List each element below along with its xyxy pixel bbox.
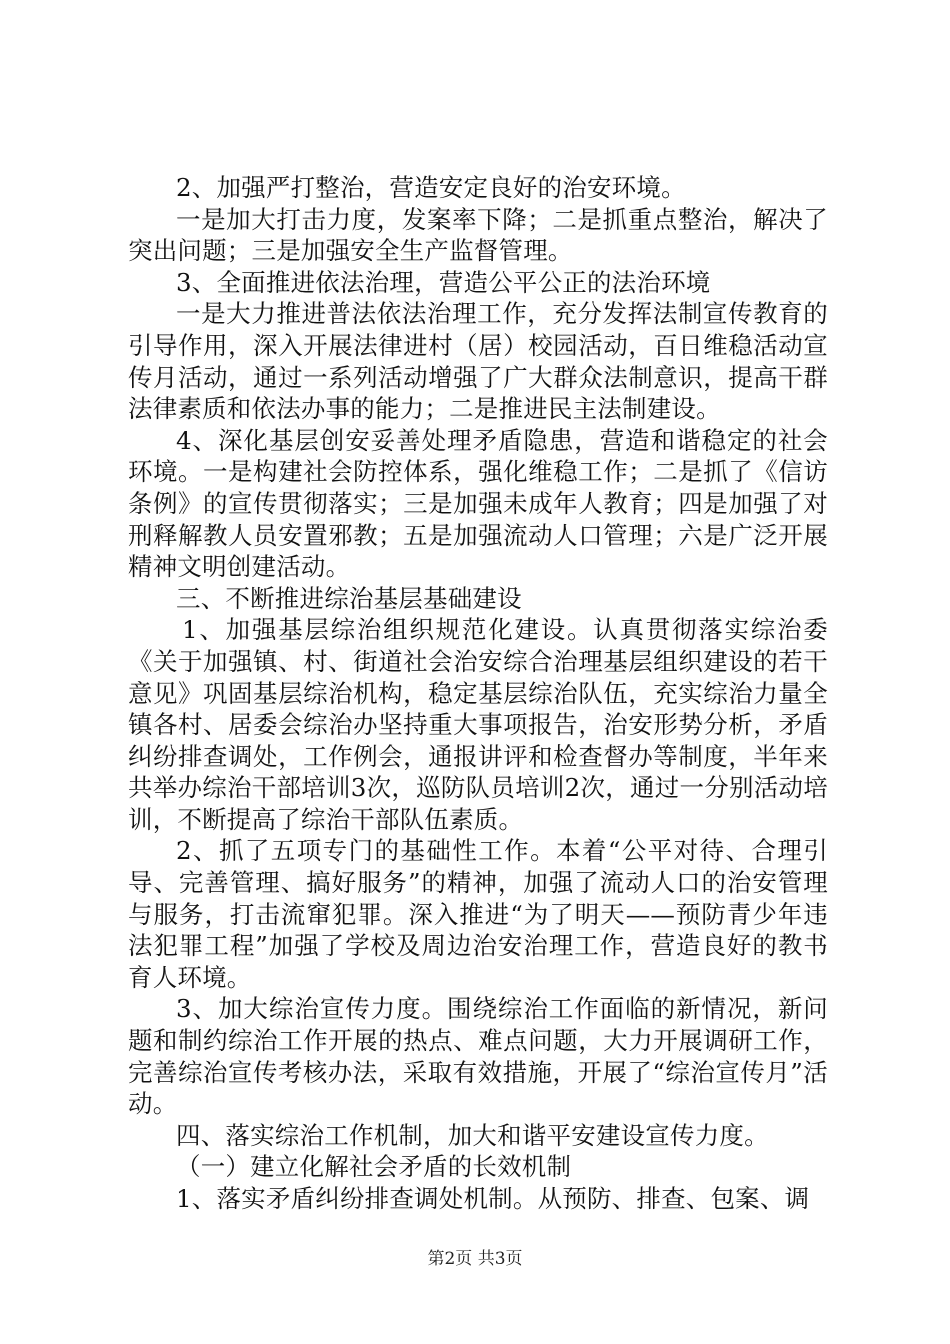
paragraph-part-3-item-3: 3、加大综治宣传力度。围绕综治工作面临的新情况，新问题和制约综治工作开展的热点、难点问题，大力开展调研工作，完善综治宣传考核办法，采取有效措施，开展了“综治宣传月”活动。	[128, 994, 828, 1119]
paragraph-part-3-item-2: 2、抓了五项专门的基础性工作。本着“公平对待、合理引导、完善管理、搞好服务”的精神，加强了流动人口的治安管理与服务，打击流窜犯罪。深入推进“为了明天——预防青少年违法犯罪工程”加强了学校及周边治安治理工作，营造良好的教书育人环境。	[128, 836, 828, 992]
paragraph-section-4: 4、深化基层创安妥善处理矛盾隐患，营造和谐稳定的社会环境。一是构建社会防控体系，强化维稳工作；二是抓了《信访条例》的宣传贯彻落实；三是加强未成年人教育；四是加强了对刑释解教人员安置邪教；五是加强流动人口管理；六是广泛开展精神文明创建活动。	[128, 425, 828, 582]
paragraph-section-2-heading: 2、加强严打整治，营造安定良好的治安环境。	[176, 173, 686, 202]
paragraph-section-2-body: 一是加大打击力度，发案率下降；二是抓重点整治，解决了突出问题；三是加强安全生产监督管理。	[128, 204, 828, 266]
paragraph-subsection-1-heading: （一）建立化解社会矛盾的长效机制	[176, 1152, 572, 1182]
page-number-footer: 第2页 共3页	[427, 1249, 523, 1269]
paragraph-part-4-heading: 四、落实综治工作机制，加大和谐平安建设宣传力度。	[176, 1120, 769, 1150]
document-body	[128, 172, 828, 1215]
paragraph-section-3-body: 一是大力推进普法依法治理工作，充分发挥法制宣传教育的引导作用，深入开展法律进村（居）校园活动，百日维稳活动宣传月活动，通过一系列活动增强了广大群众法制意识，提高干群法律素质和依法办事的能力；二是推进民主法制建设。	[128, 299, 828, 424]
paragraph-section-3-heading: 3、全面推进依法治理，营造公平公正的法治环境	[176, 267, 711, 297]
paragraph-part-3-item-1: 1、加强基层综治组织规范化建设。认真贯彻落实综治委《关于加强镇、村、街道社会治安综合治理基层组织建设的若干意见》巩固基层综治机构，稳定基层综治队伍，充实综治力量全镇各村、居委会综治办坚持重大事项报告，治安形势分析，矛盾纠纷排查调处，工作例会，通报讲评和检查督办等制度，半年来共举办综治干部培训3次，巡防队员培训2次，通过一分别活动培训，不断提高了综治干部队伍素质。	[128, 615, 828, 834]
paragraph-subsection-1-item-1: 1、落实矛盾纠纷排查调处机制。从预防、排查、包案、调	[176, 1184, 810, 1213]
paragraph-part-3-heading: 三、不断推进综治基层基础建设	[176, 583, 522, 613]
